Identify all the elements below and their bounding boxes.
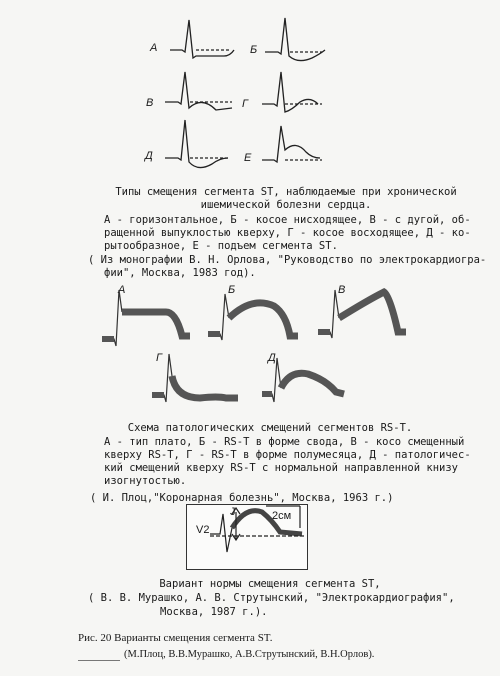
fig2-caption-line: изогнутостью. [104,475,187,487]
fig2-caption-line: А - тип плато, Б - RS-T в форме свода, В - косо смещенный [104,436,465,448]
fig1-caption-line: А - горизонтальное, Б - косое нисходящее, В - с дугой, об- [104,214,471,226]
figure-number-caption: Рис. 20 Варианты смещения сегмента ST. [78,632,273,644]
fig3-scale-label: 2см [272,510,292,522]
fig3-caption-title: Вариант нормы смещения сегмента ST, [159,578,381,590]
fig1-caption-line: ращенной выпуклостью кверху, Г - косое восходящее, Д - ко- [104,227,471,239]
fig2-label-a: А [118,284,126,296]
fig3-source-2: Москва, 1987 г.). [160,606,268,618]
fig1-caption-line: рытообразное, Е - подъем сегмента ST. [104,240,338,252]
fig3-j-label: J [230,506,236,518]
fig2-caption-title: Схема патологических смещений сегментов RS-T. [127,422,413,434]
fig2-label-b: Б [228,284,236,296]
figure-authors: (М.Плоц, В.В.Мурашко, А.В.Струтынский, В.Н.Орлов). [124,649,375,660]
fig2-label-d: Д [268,352,276,364]
fig1-label-e: Е [244,152,252,164]
fig1-label-v: В [146,97,154,109]
fig2-caption-line: кий смещений кверху RS-T с нормальной направленной книзу [104,462,459,474]
fig2-label-g: Г [156,352,162,364]
footer-rule [78,660,120,661]
fig1-label-d: Д [145,150,153,162]
fig1-label-a: А [150,42,158,54]
fig1-label-b: Б [250,44,258,56]
fig2-source: ( И. Плоц,"Коронарная болезнь", Москва, 1963 г.) [90,492,394,504]
fig1-source-line: ( Из монографии В. Н. Орлова, "Руководство по электрокардиогра- [88,254,487,266]
fig1-caption-title-2: ишемической болезни сердца. [200,199,372,211]
fig2-label-v: В [338,284,346,296]
fig3-lead-label: V2 [196,524,210,536]
fig1-source-line: фии", Москва, 1983 год). [104,267,256,279]
fig1-label-g: Г [242,98,248,110]
fig2-caption-line: кверху RS-T, Г - RS-T в форме полумесяца, Д - патологичес- [104,449,471,461]
fig3-source: ( В. В. Мурашко, А. В. Струтынский, "Электрокардиография", [88,592,455,604]
fig1-caption-title: Типы смещения сегмента ST, наблюдаемые при хронической [115,186,457,198]
